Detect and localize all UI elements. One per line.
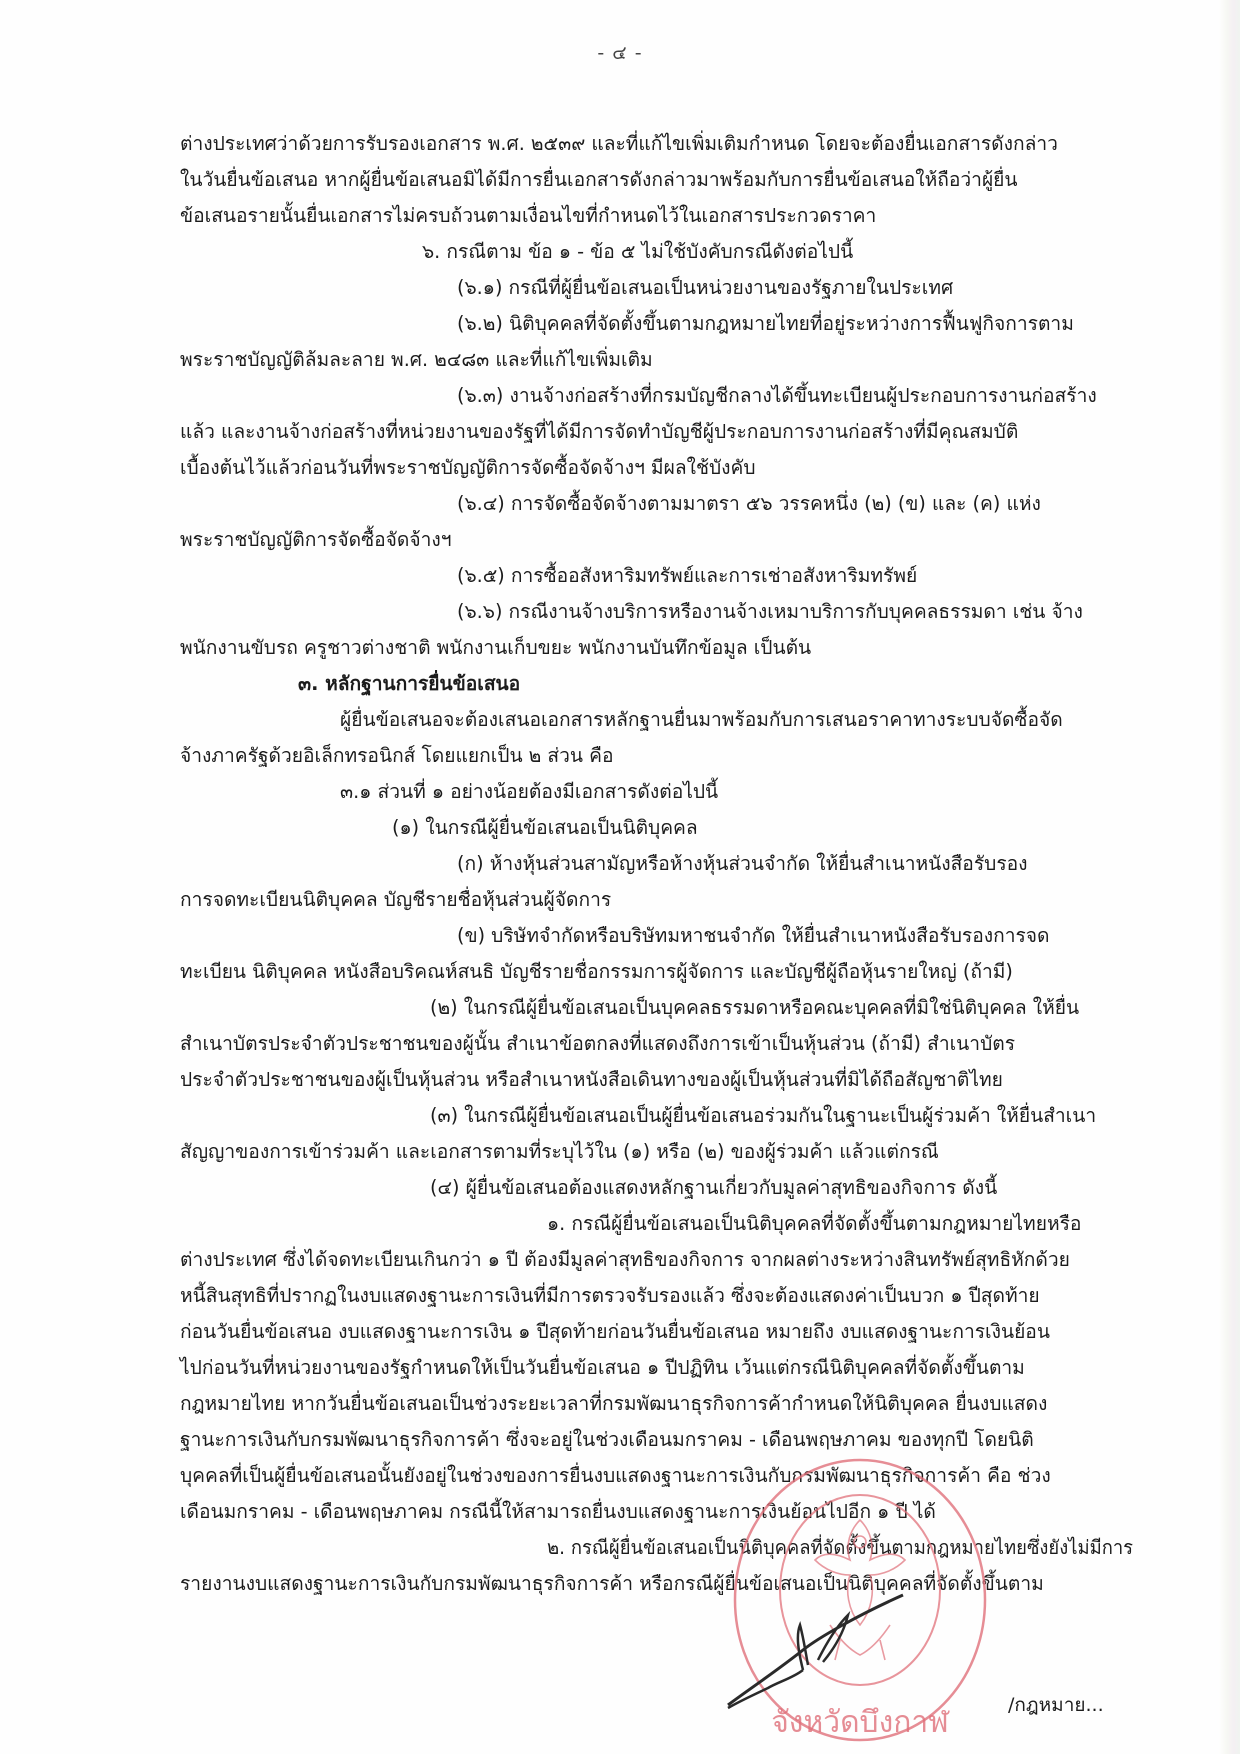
text-line: (๖.๓) งานจ้างก่อสร้างที่กรมบัญชีกลางได้ขึ้นทะเบียนผู้ประกอบการงานก่อสร้าง (457, 384, 1097, 407)
text-line: ทะเบียน นิติบุคคล หนังสือบริคณห์สนธิ บัญชีรายชื่อกรรมการผู้จัดการ และบัญชีผู้ถือหุ้นรายใหญ่ (ถ้ามี) (180, 960, 1013, 983)
text-line: (๖.๒) นิติบุคคลที่จัดตั้งขึ้นตามกฎหมายไทยที่อยู่ระหว่างการฟื้นฟูกิจการตาม (457, 312, 1074, 335)
text-line: (๔) ผู้ยื่นข้อเสนอต้องแสดงหลักฐานเกี่ยวกับมูลค่าสุทธิของกิจการ ดังนี้ (430, 1176, 998, 1199)
section-heading: ๓. หลักฐานการยื่นข้อเสนอ (298, 672, 521, 695)
text-line: ต่างประเทศ ซึ่งได้จดทะเบียนเกินกว่า ๑ ปี ต้องมีมูลค่าสุทธิของกิจการ จากผลต่างระหว่างสินทรัพย์สุทธิหักด้วย (180, 1248, 1070, 1271)
text-line: ในวันยื่นข้อเสนอ หากผู้ยื่นข้อเสนอมิได้มีการยื่นเอกสารดังกล่าวมาพร้อมกับการยื่นข้อเสนอให้ถือว่าผู้ยื่น (180, 168, 1018, 191)
text-line: การจดทะเบียนนิติบุคคล บัญชีรายชื่อหุ้นส่วนผู้จัดการ (180, 888, 612, 911)
text-line: พระราชบัญญัติล้มละลาย พ.ศ. ๒๔๘๓ และที่แก้ไขเพิ่มเติม (180, 348, 653, 371)
text-line: ผู้ยื่นข้อเสนอจะต้องเสนอเอกสารหลักฐานยื่นมาพร้อมกับการเสนอราคาทางระบบจัดซื้อจัด (340, 708, 1063, 731)
text-line: ๖. กรณีตาม ข้อ ๑ - ข้อ ๕ ไม่ใช้บังคับกรณีดังต่อไปนี้ (422, 240, 854, 263)
scan-edge (1218, 0, 1240, 1754)
text-line: พนักงานขับรถ ครูชาวต่างชาติ พนักงานเก็บขยะ พนักงานบันทึกข้อมูล เป็นต้น (180, 636, 812, 659)
text-line: สัญญาของการเข้าร่วมค้า และเอกสารตามที่ระบุไว้ใน (๑) หรือ (๒) ของผู้ร่วมค้า แล้วแต่กรณี (180, 1140, 939, 1163)
text-line: กฎหมายไทย หากวันยื่นข้อเสนอเป็นช่วงระยะเวลาที่กรมพัฒนาธุรกิจการค้ากำหนดให้นิติบุคคล ยื่นงบแสดง (180, 1392, 1048, 1415)
text-line: ฐานะการเงินกับกรมพัฒนาธุรกิจการค้า ซึ่งจะอยู่ในช่วงเดือนมกราคม - เดือนพฤษภาคม ของทุกปี โดยนิติ (180, 1428, 1034, 1451)
stamp-text: จังหวัดบึงกาฬ (771, 1705, 949, 1740)
text-line: สำเนาบัตรประจำตัวประชาชนของผู้นั้น สำเนาข้อตกลงที่แสดงถึงการเข้าเป็นหุ้นส่วน (ถ้ามี) สำเนาบัตร (180, 1032, 1016, 1055)
text-line: (๑) ในกรณีผู้ยื่นข้อเสนอเป็นนิติบุคคล (392, 816, 698, 839)
text-line: (๖.๔) การจัดซื้อจัดจ้างตามมาตรา ๕๖ วรรคหนึ่ง (๒) (ข) และ (ค) แห่ง (457, 492, 1041, 515)
text-line: (๖.๕) การซื้ออสังหาริมทรัพย์และการเช่าอสังหาริมทรัพย์ (457, 564, 918, 587)
official-seal-stamp-icon (710, 1450, 1000, 1750)
text-line: (ก) ห้างหุ้นส่วนสามัญหรือห้างหุ้นส่วนจำกัด ให้ยื่นสำเนาหนังสือรับรอง (457, 852, 1028, 875)
text-line: (๒) ในกรณีผู้ยื่นข้อเสนอเป็นบุคคลธรรมดาหรือคณะบุคคลที่มิใช่นิติบุคคล ให้ยื่น (430, 996, 1080, 1019)
text-line: (๓) ในกรณีผู้ยื่นข้อเสนอเป็นผู้ยื่นข้อเสนอร่วมกันในฐานะเป็นผู้ร่วมค้า ให้ยื่นสำเนา (430, 1104, 1097, 1127)
text-line: จ้างภาครัฐด้วยอิเล็กทรอนิกส์ โดยแยกเป็น ๒ ส่วน คือ (180, 744, 614, 767)
text-line: ข้อเสนอรายนั้นยื่นเอกสารไม่ครบถ้วนตามเงื่อนไขที่กำหนดไว้ในเอกสารประกวดราคา (180, 204, 877, 227)
text-line: พระราชบัญญัติการจัดซื้อจัดจ้างฯ (180, 528, 452, 551)
text-line: หนี้สินสุทธิที่ปรากฏในงบแสดงฐานะการเงินที่มีการตรวจรับรองแล้ว ซึ่งจะต้องแสดงค่าเป็นบวก ๑ ปีสุดท้าย (180, 1284, 1040, 1307)
text-line: ไปก่อนวันที่หน่วยงานของรัฐกำหนดให้เป็นวันยื่นข้อเสนอ ๑ ปีปฏิทิน เว้นแต่กรณีนิติบุคคลที่จัดตั้งขึ้นตาม (180, 1356, 1025, 1379)
text-line: เบื้องต้นไว้แล้วก่อนวันที่พระราชบัญญัติการจัดซื้อจัดจ้างฯ มีผลใช้บังคับ (180, 456, 756, 479)
text-line: ๑. กรณีผู้ยื่นข้อเสนอเป็นนิติบุคคลที่จัดตั้งขึ้นตามกฎหมายไทยหรือ (547, 1212, 1082, 1235)
text-line: (๖.๖) กรณีงานจ้างบริการหรืองานจ้างเหมาบริการกับบุคคลธรรมดา เช่น จ้าง (457, 600, 1083, 623)
page-number: - ๔ - (597, 42, 643, 64)
text-line: ๒. กรณีผู้ยื่นข้อเสนอเป็นนิติบุคคลที่จัดตั้งขึ้นตามกฎหมายไทยซึ่งยังไม่มีการ (547, 1536, 1134, 1559)
signature-mark-icon (708, 1590, 908, 1720)
text-line: (๖.๑) กรณีที่ผู้ยื่นข้อเสนอเป็นหน่วยงานของรัฐภายในประเทศ (457, 276, 954, 299)
text-line: บุคคลที่เป็นผู้ยื่นข้อเสนอนั้นยังอยู่ในช่วงของการยื่นงบแสดงฐานะการเงินกับกรมพัฒนาธุรกิจการค้า คือ ช่วง (180, 1464, 1051, 1487)
text-line: ต่างประเทศว่าด้วยการรับรองเอกสาร พ.ศ. ๒๕๓๙ และที่แก้ไขเพิ่มเติมกำหนด โดยจะต้องยื่นเอกสารดังกล่าว (180, 132, 1058, 155)
next-page-marker: /กฎหมาย... (1008, 1694, 1104, 1716)
text-line: (ข) บริษัทจำกัดหรือบริษัทมหาชนจำกัด ให้ยื่นสำเนาหนังสือรับรองการจด (457, 924, 1050, 947)
text-line: เดือนมกราคม - เดือนพฤษภาคม กรณีนี้ให้สามารถยื่นงบแสดงฐานะการเงินย้อนไปอีก ๑ ปี ได้ (180, 1500, 936, 1523)
text-line: ๓.๑ ส่วนที่ ๑ อย่างน้อยต้องมีเอกสารดังต่อไปนี้ (340, 780, 719, 803)
text-line: แล้ว และงานจ้างก่อสร้างที่หน่วยงานของรัฐที่ได้มีการจัดทำบัญชีผู้ประกอบการงานก่อสร้างที่มีคุณสมบัติ (180, 420, 1019, 443)
text-line: ประจำตัวประชาชนของผู้เป็นหุ้นส่วน หรือสำเนาหนังสือเดินทางของผู้เป็นหุ้นส่วนที่มิได้ถือสัญชาติไทย (180, 1068, 1003, 1091)
text-line: รายงานงบแสดงฐานะการเงินกับกรมพัฒนาธุรกิจการค้า หรือกรณีผู้ยื่นข้อเสนอเป็นนิติบุคคลที่จัดตั้งขึ้นตาม (180, 1572, 1044, 1595)
text-line: ก่อนวันยื่นข้อเสนอ งบแสดงฐานะการเงิน ๑ ปีสุดท้ายก่อนวันยื่นข้อเสนอ หมายถึง งบแสดงฐานะการเงินย้อน (180, 1320, 1050, 1343)
